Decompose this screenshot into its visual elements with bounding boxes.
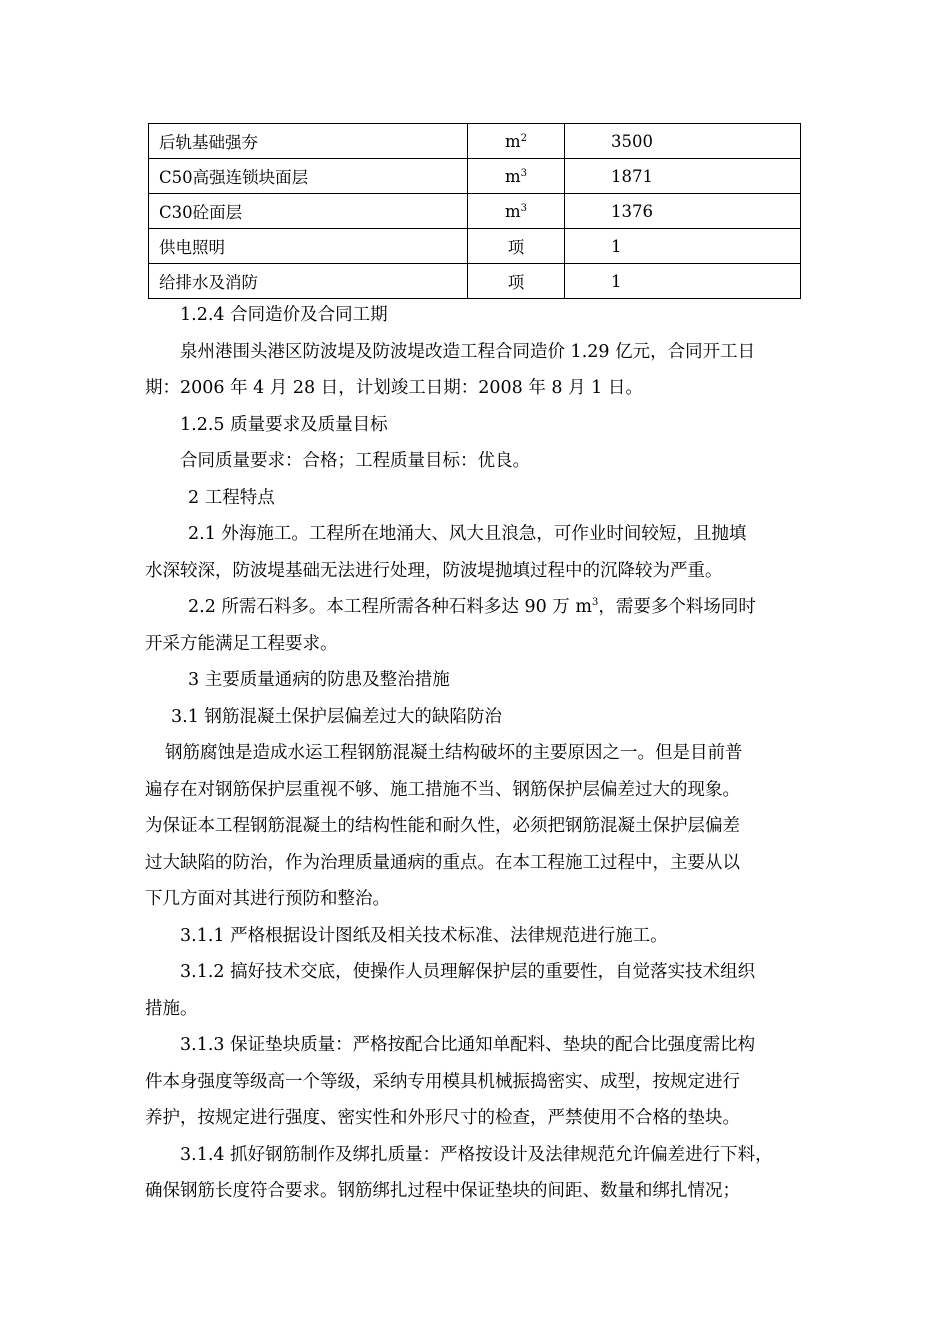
- unit-base: m: [504, 131, 521, 151]
- unit-cell: [468, 159, 565, 194]
- unit-cell: [468, 124, 565, 159]
- unit-superscript: 3: [520, 202, 528, 214]
- paragraph-line: 为保证本工程钢筋混凝土的结构性能和耐久性，必须把钢筋混凝土保护层偏差: [145, 816, 740, 836]
- unit-superscript: 3: [520, 167, 528, 179]
- text-run: 2.2 所需石料多。本工程所需各种石料多达 90 万 m: [188, 597, 592, 617]
- table-row: [149, 124, 801, 159]
- table-row: [149, 229, 801, 264]
- paragraph-line: 件本身强度等级高一个等级，采纳专用模具机械振捣密实、成型，按规定进行: [145, 1071, 740, 1092]
- paragraph-line: 3.1.1 严格根据设计图纸及相关技术标准、法律规范进行施工。: [180, 925, 668, 946]
- table-row: [149, 159, 801, 194]
- superscript: 3: [591, 597, 599, 608]
- table-row: [149, 264, 801, 299]
- quantity-table: [148, 123, 801, 299]
- paragraph-line: 水深较深，防波堤基础无法进行处理，防波堤抛填过程中的沉降较为严重。: [145, 560, 723, 581]
- unit-cell: [468, 194, 565, 229]
- paragraph-line: [145, 589, 810, 626]
- unit-base: m: [504, 166, 521, 186]
- unit-cell: [468, 229, 565, 264]
- paragraph-line: 过大缺陷的防治，作为治理质量通病的重点。在本工程施工过程中，主要从以: [145, 852, 740, 873]
- paragraph-line: 措施。: [145, 998, 198, 1019]
- section-heading-3: 3 主要质量通病的防患及整治措施: [188, 670, 450, 690]
- paragraph-line: 开采方能满足工程要求。: [145, 633, 338, 654]
- item-cell: 给排水及消防: [149, 264, 468, 299]
- paragraph-line: 确保钢筋长度符合要求。钢筋绑扎过程中保证垫块的间距、数量和绑扎情况；: [145, 1181, 740, 1201]
- paragraph-line: 合同质量要求：合格；工程质量目标：优良。: [180, 451, 530, 471]
- paragraph-line: 养护，按规定进行强度、密实性和外形尺寸的检查，严禁使用不合格的垫块。: [145, 1108, 740, 1128]
- quantity-cell: 1871: [565, 159, 801, 194]
- quantity-cell: 1: [565, 229, 801, 264]
- unit-superscript: 2: [520, 132, 528, 144]
- paragraph-line: 3.1.4 抓好钢筋制作及绑扎质量：严格按设计及法律规范允许偏差进行下料，: [180, 1144, 773, 1165]
- paragraph-line: 3.1.2 搞好技术交底，使操作人员理解保护层的重要性，自觉落实技术组织: [180, 962, 756, 982]
- text-run: ，需要多个料场同时: [598, 597, 756, 617]
- paragraph-line: 下几方面对其进行预防和整治。: [145, 889, 390, 909]
- item-cell: C50高强连锁块面层: [149, 159, 468, 194]
- unit-base: m: [504, 201, 521, 221]
- quantity-cell: 1376: [565, 194, 801, 229]
- item-cell: 供电照明: [149, 229, 468, 264]
- item-cell: 后轨基础强夯: [149, 124, 468, 159]
- paragraph-line: 钢筋腐蚀是造成水运工程钢筋混凝土结构破坏的主要原因之一。但是目前普: [165, 743, 743, 763]
- paragraph-line: 遍存在对钢筋保护层重视不够、施工措施不当、钢筋保护层偏差过大的现象。: [145, 779, 740, 800]
- item-cell: C30砼面层: [149, 194, 468, 229]
- table-row: [149, 194, 801, 229]
- paragraph-line: 泉州港围头港区防波堤及防波堤改造工程合同造价 1.29 亿元，合同开工日: [180, 341, 756, 362]
- quantity-cell: 3500: [565, 124, 801, 159]
- quantity-cell: 1: [565, 264, 801, 299]
- paragraph-line: 期：2006 年 4 月 28 日，计划竣工日期：2008 年 8 月 1 日。: [145, 378, 643, 398]
- section-heading-3-1: 3.1 钢筋混凝土保护层偏差过大的缺陷防治: [171, 706, 502, 727]
- section-heading-1-2-5: 1.2.5 质量要求及质量目标: [180, 414, 388, 435]
- document-body: [145, 297, 810, 1210]
- unit-base: 项: [507, 273, 525, 292]
- section-heading-2: 2 工程特点: [188, 487, 275, 508]
- paragraph-line: 2.1 外海施工。工程所在地涌大、风大且浪急，可作业时间较短，且抛填: [188, 524, 747, 544]
- unit-base: 项: [507, 238, 525, 257]
- quantity-table-body: [149, 124, 801, 299]
- unit-cell: [468, 264, 565, 299]
- paragraph-line: 3.1.3 保证垫块质量：严格按配合比通知单配料、垫块的配合比强度需比构: [180, 1035, 756, 1055]
- section-heading-1-2-4: 1.2.4 合同造价及合同工期: [180, 305, 388, 325]
